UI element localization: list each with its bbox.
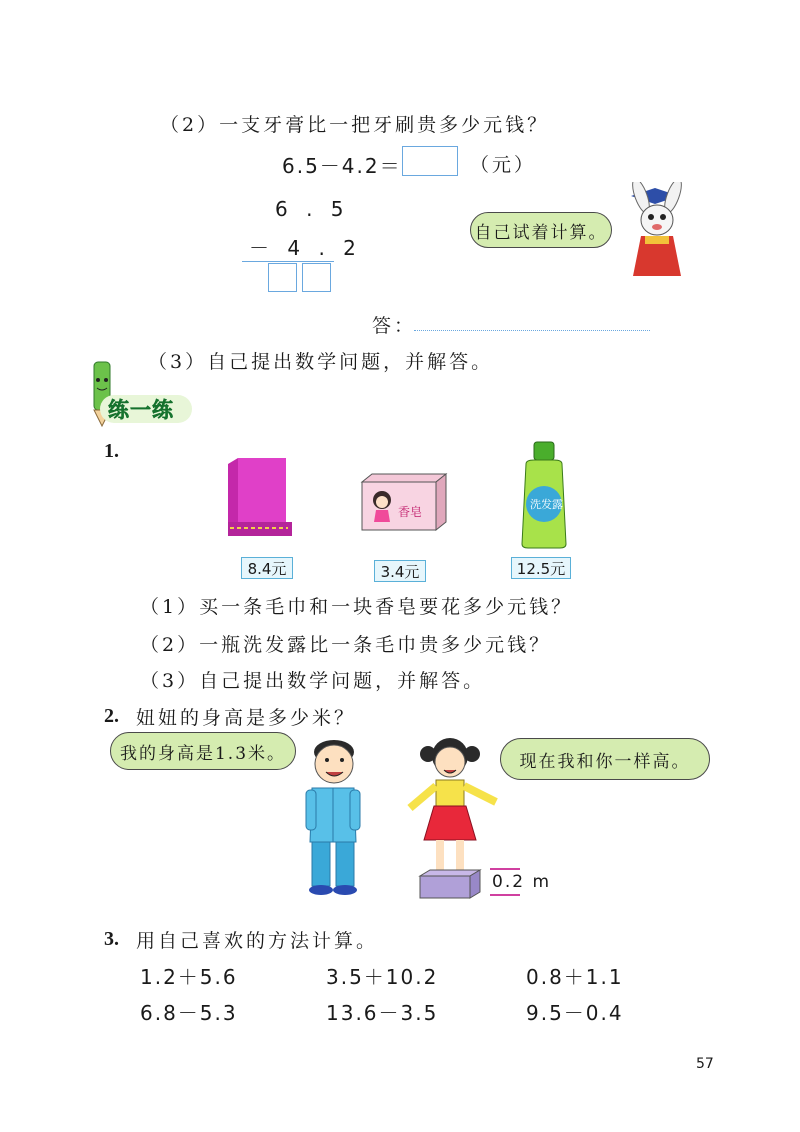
calc-2-2: 13.6－3.5 [326, 1001, 439, 1025]
equation-text: 6.5－4.2＝ [282, 154, 402, 178]
equation-answer-box[interactable] [402, 146, 458, 176]
answer-line[interactable] [414, 330, 650, 331]
box-height-label: 0.2 m [492, 872, 551, 892]
rabbit-speech-bubble: 自己试着计算。 [470, 212, 612, 248]
vertical-answer-box-1[interactable] [268, 263, 297, 292]
towel-price-tag: 8.4元 [241, 557, 293, 579]
bottle-label: 洗发露 [530, 498, 563, 511]
soap-label: 香皂 [398, 505, 423, 519]
calc-1-3: 0.8＋1.1 [526, 965, 624, 989]
vertical-divider [242, 261, 334, 262]
height-marker-top [490, 868, 520, 870]
girl-speech-bubble: 现在我和你一样高。 [500, 738, 710, 780]
girl-illustration [404, 730, 500, 906]
ex1-question-1: （1）买一条毛巾和一块香皂要花多少元钱？ [140, 596, 574, 618]
question-2-text: （2）一支牙膏比一把牙刷贵多少元钱？ [160, 114, 550, 136]
boy-speech-bubble: 我的身高是1.3米。 [110, 732, 296, 770]
calc-2-3: 9.5－0.4 [526, 1001, 624, 1025]
vertical-bottom: － 4 . 2 [249, 236, 362, 260]
soap-box-illustration [352, 472, 448, 536]
shampoo-bottle-illustration [512, 440, 576, 550]
practice-title: 练一练 [108, 398, 174, 422]
calc-1-1: 1.2＋5.6 [140, 965, 238, 989]
ex1-number: 1. [104, 440, 119, 462]
question-3-text: （3）自己提出数学问题，并解答。 [148, 351, 494, 373]
ex1-question-2: （2）一瓶洗发露比一条毛巾贵多少元钱？ [140, 634, 552, 656]
height-marker-bottom [490, 894, 520, 896]
page-number: 57 [696, 1056, 714, 1072]
ex3-question: 用自己喜欢的方法计算。 [136, 930, 379, 952]
answer-label: 答： [372, 315, 417, 337]
ex3-number: 3. [104, 928, 119, 950]
ex2-number: 2. [104, 705, 119, 727]
ex2-question: 妞妞的身高是多少米？ [136, 707, 357, 729]
calc-1-2: 3.5＋10.2 [326, 965, 439, 989]
boy-illustration [292, 730, 372, 898]
soap-price-tag: 3.4元 [374, 560, 426, 582]
vertical-top: 6 . 5 [275, 197, 350, 221]
rabbit-teacher-illustration [605, 182, 705, 282]
calc-2-1: 6.8－5.3 [140, 1001, 238, 1025]
unit-label: （元） [470, 154, 537, 176]
ex1-question-3: （3）自己提出数学问题，并解答。 [140, 670, 486, 692]
shampoo-price-tag: 12.5元 [511, 557, 571, 579]
towel-illustration [222, 454, 302, 544]
vertical-answer-box-2[interactable] [302, 263, 331, 292]
